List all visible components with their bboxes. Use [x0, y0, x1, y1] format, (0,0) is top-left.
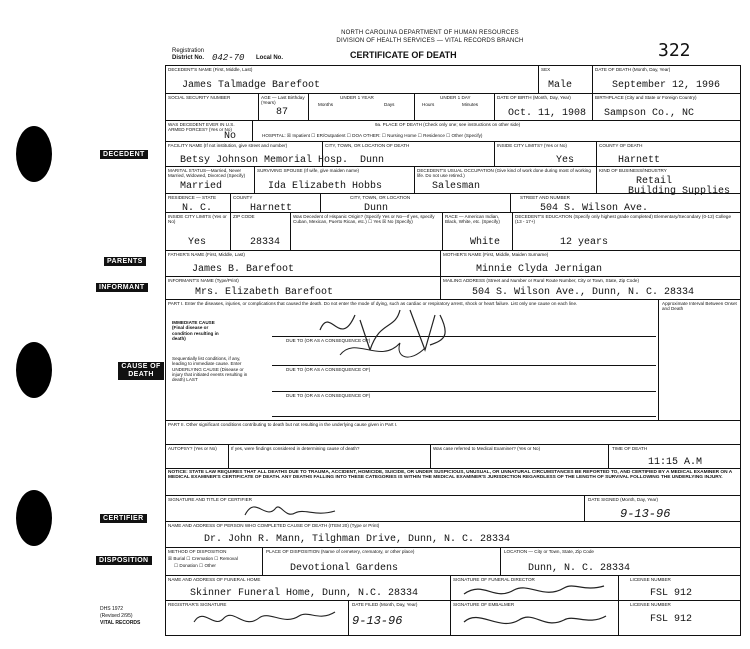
funeral-director-signature-scribble — [460, 582, 610, 600]
label-age: AGE — Last Birthday (Years) — [261, 95, 305, 106]
label-date-filed: DATE FILED (Month, Day, Year) — [352, 602, 418, 607]
label-me-referral: Was case referred to Medical Examiner? (Yes or No) — [433, 446, 541, 451]
label-license-1: LICENSE NUMBER — [630, 577, 671, 582]
header-line1: NORTH CAROLINA DEPARTMENT OF HUMAN RESOURCES — [341, 30, 519, 36]
label-facility: FACILITY NAME (If not institution, give street and number) — [168, 143, 288, 148]
section-cause-of-death: CAUSE OF DEATH — [118, 362, 164, 380]
value-license-1: FSL 912 — [650, 588, 693, 599]
punch-hole-middle — [16, 342, 52, 398]
value-time-of-death: 11:15 A.M — [648, 457, 703, 468]
value-birthplace: Sampson Co., NC — [604, 108, 695, 119]
value-name: James Talmadge Barefoot — [182, 80, 321, 91]
label-ssn: SOCIAL SECURITY NUMBER — [168, 95, 231, 100]
value-funeral-home: Skinner Funeral Home, Dunn, N.C. 28334 — [190, 588, 419, 599]
label-funeral-home: NAME AND ADDRESS OF FUNERAL HOME — [168, 577, 261, 582]
label-location-disposition: LOCATION — City or Town, State, Zip Code — [504, 549, 594, 554]
label-residence-state: RESIDENCE — STATE — [168, 195, 217, 200]
label-due-to-c: DUE TO (OR AS A CONSEQUENCE OF) — [286, 393, 371, 398]
section-decedent: DECEDENT — [100, 150, 148, 159]
value-armed-forces: No — [224, 131, 237, 142]
label-dod: DATE OF DEATH (Month, Day, Year) — [595, 67, 671, 72]
value-res-county: Harnett — [250, 203, 293, 214]
form-id: DHS 1972 — [100, 606, 124, 612]
section-disposition: DISPOSITION — [96, 556, 152, 565]
label-sex: SEX — [541, 67, 551, 72]
value-inside-city: Yes — [556, 155, 575, 166]
label-hours: Hours — [422, 102, 435, 107]
page-title: CERTIFICATE OF DEATH — [350, 50, 457, 60]
value-dob: Oct. 11, 1908 — [508, 108, 587, 119]
registration-district-label: District No. — [172, 55, 205, 61]
label-mother: MOTHER'S NAME (First, Middle, Maiden Surname) — [443, 252, 549, 257]
header-line2: DIVISION OF HEALTH SERVICES — VITAL RECORDS BRANCH — [336, 38, 524, 44]
label-burial: ☒ Burial ☐ Cremation ☐ Removal — [168, 556, 238, 561]
value-county-of-death: Harnett — [618, 155, 661, 166]
label-donation: ☐ Donation ☐ Other — [174, 563, 216, 568]
label-city-town: CITY, TOWN, OR LOCATION OF DEATH — [325, 143, 410, 148]
label-county-of-death: COUNTY OF DEATH — [599, 143, 643, 148]
label-street: STREET AND NUMBER — [520, 195, 570, 200]
label-city-location: CITY, TOWN, OR LOCATION — [350, 195, 411, 200]
label-place-of-death: 9a. PLACE OF DEATH (Check only one; see instructions on other side) — [375, 122, 521, 127]
value-spouse: Ida Elizabeth Hobbs — [268, 181, 383, 192]
label-name: DECEDENT'S NAME (First, Middle, Last) — [168, 67, 253, 72]
value-business-2: Building Supplies — [628, 186, 731, 197]
value-place-disposition: Devotional Gardens — [290, 563, 399, 574]
value-zip: 28334 — [250, 237, 281, 248]
label-interval: Approximate Interval Between Onset and Death — [662, 301, 737, 312]
value-date-filed: 9-13-96 — [352, 614, 403, 628]
label-registrar: REGISTRAR'S SIGNATURE — [168, 602, 227, 607]
form-branch: VITAL RECORDS — [100, 620, 141, 626]
label-occupation: DECEDENT'S USUAL OCCUPATION (Give kind of work done during most of working life. Do not use retired.) — [417, 168, 591, 179]
value-res-state: N. C. — [182, 203, 213, 214]
label-method-disposition: METHOD OF DISPOSITION — [168, 549, 227, 554]
form-revised: (Revised 2/95) — [100, 613, 133, 619]
label-part-2: PART II. Other significant conditions contributing to death but not resulting in the underlying cause given in Part I. — [168, 422, 398, 427]
label-days: Days — [384, 102, 395, 107]
section-parents: PARENTS — [104, 257, 146, 266]
embalmer-signature-scribble — [460, 608, 610, 630]
label-education: DECEDENT'S EDUCATION (Specify only highest grade completed) Elementary/Secondary (0-12) College (13 - 17+) — [515, 214, 732, 225]
label-time-of-death: TIME OF DEATH — [612, 446, 648, 451]
value-mailing: 504 S. Wilson Ave., Dunn, N. C. 28334 — [472, 287, 695, 298]
registration-label: Registration — [172, 48, 205, 54]
label-spouse: SURVIVING SPOUSE (If wife, give maiden name) — [257, 168, 360, 173]
label-marital: MARITAL STATUS—Married, Never Married, Widowed, Divorced (Specify) — [168, 168, 246, 179]
label-under-1-day: UNDER 1 DAY — [440, 95, 471, 100]
label-inside-city-2: INSIDE CITY LIMITS (Yes or No) — [168, 214, 227, 225]
label-mailing: MAILING ADDRESS (Street and Number or Rural Route Number, City or Town, State, Zip Code) — [443, 278, 639, 283]
label-due-to-b: DUE TO (OR AS A CONSEQUENCE OF) — [286, 367, 371, 372]
value-informant: Mrs. Elizabeth Barefoot — [195, 287, 334, 298]
label-zip: ZIP CODE — [233, 214, 255, 219]
value-marital: Married — [180, 181, 223, 192]
cause-of-death-handwriting — [300, 300, 480, 370]
label-race: RACE — American Indian, Black, White, etc. (Specify) — [445, 214, 500, 225]
label-county: COUNTY — [233, 195, 253, 200]
value-res-city: Dunn — [364, 203, 389, 214]
value-license-2: FSL 912 — [650, 614, 693, 625]
label-business: KIND OF BUSINESS/INDUSTRY — [599, 168, 667, 173]
label-armed-forces: WAS DECEDENT EVER IN U.S. ARMED FORCES? (Yes or No) — [168, 122, 235, 133]
notice-text: NOTICE: STATE LAW REQUIRES THAT ALL DEATHS DUE TO TRAUMA, ACCIDENT, HOMICIDE, SUICIDE, OR UNDER SUSPICIOUS, UNUSUAL, OR UNNATURAL CIRCUMSTANCES BE REPORTED TO, AND CERTIFIED BY A MEDICAL EXAMINER ON A MEDICAL EXAMINER'S CERTIFICATE OF DEATH. ANY DEATHS FALLING INTO THESE CATEGORIES IS WITHIN THE MEDICAL EXAMINER'S JURISDICTION REGARDLESS OF THE LENGTH OF SURVIVAL FOLLOWING THE UNDERLYING INJURY. — [168, 470, 733, 481]
punch-hole-bottom — [16, 490, 52, 546]
value-street: 504 S. Wilson Ave. — [540, 203, 649, 214]
value-education: 12 years — [560, 237, 609, 248]
value-sex: Male — [548, 80, 573, 91]
label-dob: DATE OF BIRTH (Month, Day, Year) — [497, 95, 571, 100]
value-date-signed: 9-13-96 — [620, 507, 671, 521]
local-no-label: Local No. — [256, 55, 284, 61]
label-embalmer-signature: SIGNATURE OF EMBALMER — [453, 602, 515, 607]
value-occupation: Salesman — [432, 181, 481, 192]
value-facility: Betsy Johnson Memorial Hosp. — [180, 155, 349, 166]
label-hispanic: Was Decedent of Hispanic Origin? (Specify Yes or No—If yes, specify Cuban, Mexican, Puerto Rican, etc.) ☐ Yes ☒ No (Specify) — [293, 214, 435, 225]
value-race: White — [470, 237, 501, 248]
label-informant: INFORMANT'S NAME (Type/Print) — [168, 278, 239, 283]
certifier-signature-scribble — [240, 497, 360, 521]
label-immediate-cause: IMMEDIATE CAUSE (Final disease or condition resulting in death) — [172, 320, 219, 341]
label-part-1: PART I. Enter the diseases, injuries, or complications that caused the death. Do not enter the mode of dying, such as cardiac or respiratory arrest, shock or heart failure. List only one cause on each line. — [168, 301, 578, 306]
label-autopsy-findings: If yes, were findings considered in determining cause of death? — [231, 446, 360, 451]
certificate-number: 322 — [658, 40, 691, 61]
label-certifier-signature: SIGNATURE AND TITLE OF CERTIFIER — [168, 497, 252, 502]
label-birthplace: BIRTHPLACE (City and State or Foreign Country) — [595, 95, 697, 100]
label-funeral-director-signature: SIGNATURE OF FUNERAL DIRECTOR — [453, 577, 535, 582]
value-age: 87 — [276, 107, 289, 118]
value-certifier-address: Dr. John R. Mann, Tilghman Drive, Dunn, N. C. 28334 — [204, 534, 511, 545]
punch-hole-top — [16, 126, 52, 182]
label-father: FATHER'S NAME (First, Middle, Last) — [168, 252, 245, 257]
label-under-1-year: UNDER 1 YEAR — [340, 95, 374, 100]
value-location-disposition: Dunn, N. C. 28334 — [528, 563, 631, 574]
value-city-of-death: Dunn — [360, 155, 385, 166]
value-dod: September 12, 1996 — [612, 80, 721, 91]
label-license-2: LICENSE NUMBER — [630, 602, 671, 607]
label-certifier-address: NAME AND ADDRESS OF PERSON WHO COMPLETED CAUSE OF DEATH (ITEM 20) (Type or Print) — [168, 523, 380, 528]
label-inside-city: INSIDE CITY LIMITS? (Yes or No) — [497, 143, 567, 148]
label-due-to-a: DUE TO (OR AS A CONSEQUENCE OF) — [286, 338, 371, 343]
registration-district-value: 042-70 — [212, 53, 245, 63]
label-date-signed: DATE SIGNED (Month, Day, Year) — [588, 497, 659, 502]
label-months: Months — [318, 102, 334, 107]
section-informant: INFORMANT — [96, 283, 148, 292]
value-father: James B. Barefoot — [192, 264, 295, 275]
section-certifier: CERTIFIER — [100, 514, 147, 523]
registrar-signature-scribble — [190, 606, 340, 630]
label-place-disposition: PLACE OF DISPOSITION (Name of cemetery, crematory, or other place) — [266, 549, 415, 554]
value-mother: Minnie Clyda Jernigan — [476, 264, 603, 275]
value-inside-city-2: Yes — [188, 237, 207, 248]
label-hospital: HOSPITAL: ☒ Inpatient ☐ ER/Outpatient ☐ DOA OTHER: ☐ Nursing Home ☐ Residence ☐ Other (Specify) — [262, 133, 483, 138]
label-autopsy: AUTOPSY? (Yes or No) — [168, 446, 217, 451]
label-sequential: Sequentially list conditions, if any, leading to immediate cause. Enter UNDERLYING CAUSE (Disease or injury that initiated events resulting in death) LAST — [172, 356, 248, 383]
label-minutes: Minutes — [462, 102, 479, 107]
value-business-1: Retail — [636, 176, 673, 187]
